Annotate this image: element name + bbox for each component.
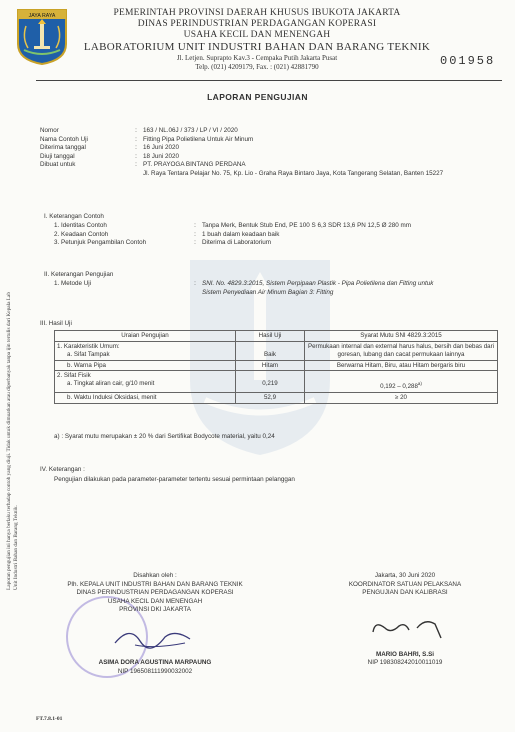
col-requirement-header: Syarat Mutu SNI 4829.3:2015 — [305, 331, 498, 342]
section-4-heading: IV. Keterangan : — [40, 466, 85, 473]
letterhead-phone: Telp. (021) 4209179, Fax. : (021) 42881790 — [195, 63, 319, 71]
info-row: Diterima tanggal : 16 Juni 2020 — [40, 144, 473, 153]
footnote-marker: a) — [417, 381, 422, 387]
test-label: a. Sifat Tampak — [67, 350, 110, 358]
section-3-heading: III. Hasil Uji — [40, 320, 72, 327]
signer-nip-right: NIP 198308242010011019 — [367, 659, 443, 667]
test-requirement: Berwarna Hitam, Biru, atau Hitam bergaris biru — [305, 360, 498, 371]
sample-value: Diterima di Laboratorium — [202, 239, 271, 247]
info-label: Diuji tanggal — [40, 152, 75, 160]
section-1-heading: I. Keterangan Contoh — [44, 213, 104, 220]
approval-label: Disahkan oleh : — [133, 572, 177, 579]
form-code: FT.7.8.1-01 — [36, 716, 63, 722]
results-table — [54, 330, 498, 404]
table-row — [55, 371, 498, 393]
jakarta-emblem-logo — [14, 6, 70, 66]
test-result: Baik — [236, 341, 305, 360]
info-label: Nama Contoh Uji — [40, 135, 88, 143]
letterhead-line-3: USAHA KECIL DAN MENENGAH — [183, 30, 331, 40]
info-row: Diuji tanggal : 18 Juni 2020 — [40, 153, 473, 162]
sample-label: 2. Keadaan Contoh — [54, 230, 109, 238]
letterhead-line-4: LABORATORIUM UNIT INDUSTRI BAHAN DAN BARANG TEKNIK — [83, 41, 431, 53]
remarks-text: Pengujian dilakukan pada parameter-parameter tertentu sesuai permintaan pelanggan — [54, 476, 295, 483]
signer-title-4: PROVINSI DKI JAKARTA — [119, 606, 191, 614]
col-result-header: Hasil Uji — [236, 331, 305, 342]
logo-motto: JAYA RAYA — [28, 13, 56, 19]
section-2-heading: II. Keterangan Pengujian — [44, 271, 114, 278]
signer-title-1: Plh. KEPALA UNIT INDUSTRI BAHAN DAN BARANG TEKNIK — [67, 580, 243, 588]
table-row — [55, 341, 498, 360]
sample-value: 1 buah dalam keadaan baik — [202, 230, 280, 238]
signer-title-right-1: KOORDINATOR SATUAN PELAKSANA — [348, 580, 462, 588]
group-label: 2. Sifat Fisik — [57, 372, 91, 380]
report-title: LAPORAN PENGUJIAN — [207, 92, 308, 102]
info-row: Dibuat untuk : PT. PRAYOGA BINTANG PERDANA — [40, 161, 473, 170]
group-label: 1. Karakteristik Umum: — [57, 342, 120, 350]
signer-name-left: ASIMA DORA AGUSTINA MARPAUNG — [98, 658, 212, 666]
method-label: 1. Metode Uji — [54, 280, 92, 287]
section-1-table — [54, 222, 482, 248]
test-requirement: 0,192 – 0,288 — [380, 383, 418, 391]
test-result: 0,219 — [236, 371, 305, 393]
signer-title-right-2: PENGUJIAN DAN KALIBRASI — [362, 589, 448, 597]
signature-block-right — [330, 572, 480, 668]
table-row — [55, 360, 498, 371]
serial-number: 001958 — [440, 54, 496, 68]
results-header-row — [55, 331, 498, 342]
info-row: Nomor : 163 / NL.06J / 373 / LP / VI / 2020 — [40, 127, 473, 136]
sample-label: 3. Petunjuk Pengambilan Contoh — [54, 239, 147, 247]
signer-title-3: USAHA KECIL DAN MENENGAH — [107, 597, 203, 605]
sample-row: 3. Petunjuk Pengambilan Contoh : Diterima di Laboratorium — [54, 239, 482, 248]
header-divider — [36, 80, 502, 81]
signature-block-left — [45, 572, 265, 676]
test-result: 52,9 — [236, 393, 305, 404]
letterhead-line-1: PEMERINTAH PROVINSI DAERAH KHUSUS IBUKOTA JAKARTA — [113, 8, 401, 18]
section-2-table — [54, 280, 452, 297]
signature-right-image — [330, 598, 480, 651]
side-disclaimer: Laporan pengujian ini hanya berlaku terhadap contoh yang diuji. Tidak untuk dimuatkan atau diperbanyak tanpa ijin tertulis dari Kepala Lab Unit Industri Bahan dan Barang Teknik. — [6, 291, 19, 590]
info-label: Nomor — [40, 127, 59, 134]
info-label: Diterima tanggal — [40, 144, 86, 152]
sample-value: Tanpa Merk, Bentuk Stub End, PE 100 S 6,3 SDR 13,6 PN 12,5 Ø 280 mm — [202, 222, 411, 229]
test-label: a. Tingkat aliran cair, g/10 menit — [67, 380, 155, 388]
info-value: 163 / NL.06J / 373 / LP / VI / 2020 — [143, 127, 238, 134]
info-value: Fitting Pipa Polietilena Untuk Air Minum — [143, 135, 254, 143]
signer-title-2: DINAS PERINDUSTRIAN PERDAGANGAN KOPERASI — [76, 589, 234, 597]
letterhead — [72, 8, 442, 72]
letterhead-line-2: DINAS PERINDUSTRIAN PERDAGANGAN KOPERASI — [137, 19, 377, 29]
test-label: b. Warna Pipa — [55, 360, 236, 371]
col-description-header: Uraian Pengujian — [55, 331, 236, 342]
report-info-table — [40, 127, 473, 179]
method-row: 1. Metode Uji : SNI. No. 4829.3:2015, Sistem Perpipaan Plastik - Pipa Polietilena dan Fitting untuk Sistem Penyediaan Air Minum Bagian 3: Fitting — [54, 280, 452, 297]
sample-row: 1. Identitas Contoh : Tanpa Merk, Bentuk Stub End, PE 100 S 6,3 SDR 13,6 PN 12,5 Ø 280 mm — [54, 222, 482, 231]
info-value: PT. PRAYOGA BINTANG PERDANA — [143, 161, 246, 169]
info-row — [40, 170, 473, 179]
info-value: 16 Juni 2020 — [143, 144, 180, 152]
signer-nip-left: NIP 196508111990032002 — [117, 667, 193, 675]
letterhead-address: Jl. Letjen. Suprapto Kav.3 - Cempaka Putih Jakarta Pusat — [176, 54, 338, 62]
method-value: SNI. No. 4829.3:2015, Sistem Perpipaan Plastik - Pipa Polietilena dan Fitting untuk Sistem Penyediaan Air Minum Bagian 3: Fitting — [202, 280, 434, 296]
info-row: Nama Contoh Uji : Fitting Pipa Polietilena Untuk Air Minum — [40, 136, 473, 145]
table-footnote: a) : Syarat mutu merupakan ± 20 % dari Sertifikat Bodycote material, yaitu 0,24 — [54, 433, 275, 440]
table-row — [55, 393, 498, 404]
test-requirement: ≥ 20 — [305, 393, 498, 404]
signing-place-date: Jakarta, 30 Juni 2020 — [374, 572, 436, 579]
info-value: 18 Juni 2020 — [143, 152, 180, 160]
sample-row: 2. Keadaan Contoh : 1 buah dalam keadaan baik — [54, 231, 482, 240]
signer-name-right: MARIO BAHRI, S.Si — [375, 650, 435, 658]
client-address: Jl. Raya Tentara Pelajar No. 75, Kp. Lio - Graha Raya Bintaro Jaya, Kota Tangerang Selatan, Banten 15227 — [143, 169, 444, 177]
info-label: Dibuat untuk — [40, 161, 76, 169]
test-result: Hitam — [236, 360, 305, 371]
sample-label: 1. Identitas Contoh — [54, 222, 107, 229]
test-requirement: Permukaan internal dan external harus halus, bersih dan bebas dari goresan, lubang dan cacat permukaan lainnya — [305, 341, 498, 360]
test-label: b. Waktu Induksi Oksidasi, menit — [55, 393, 236, 404]
signature-left-image — [45, 615, 265, 659]
